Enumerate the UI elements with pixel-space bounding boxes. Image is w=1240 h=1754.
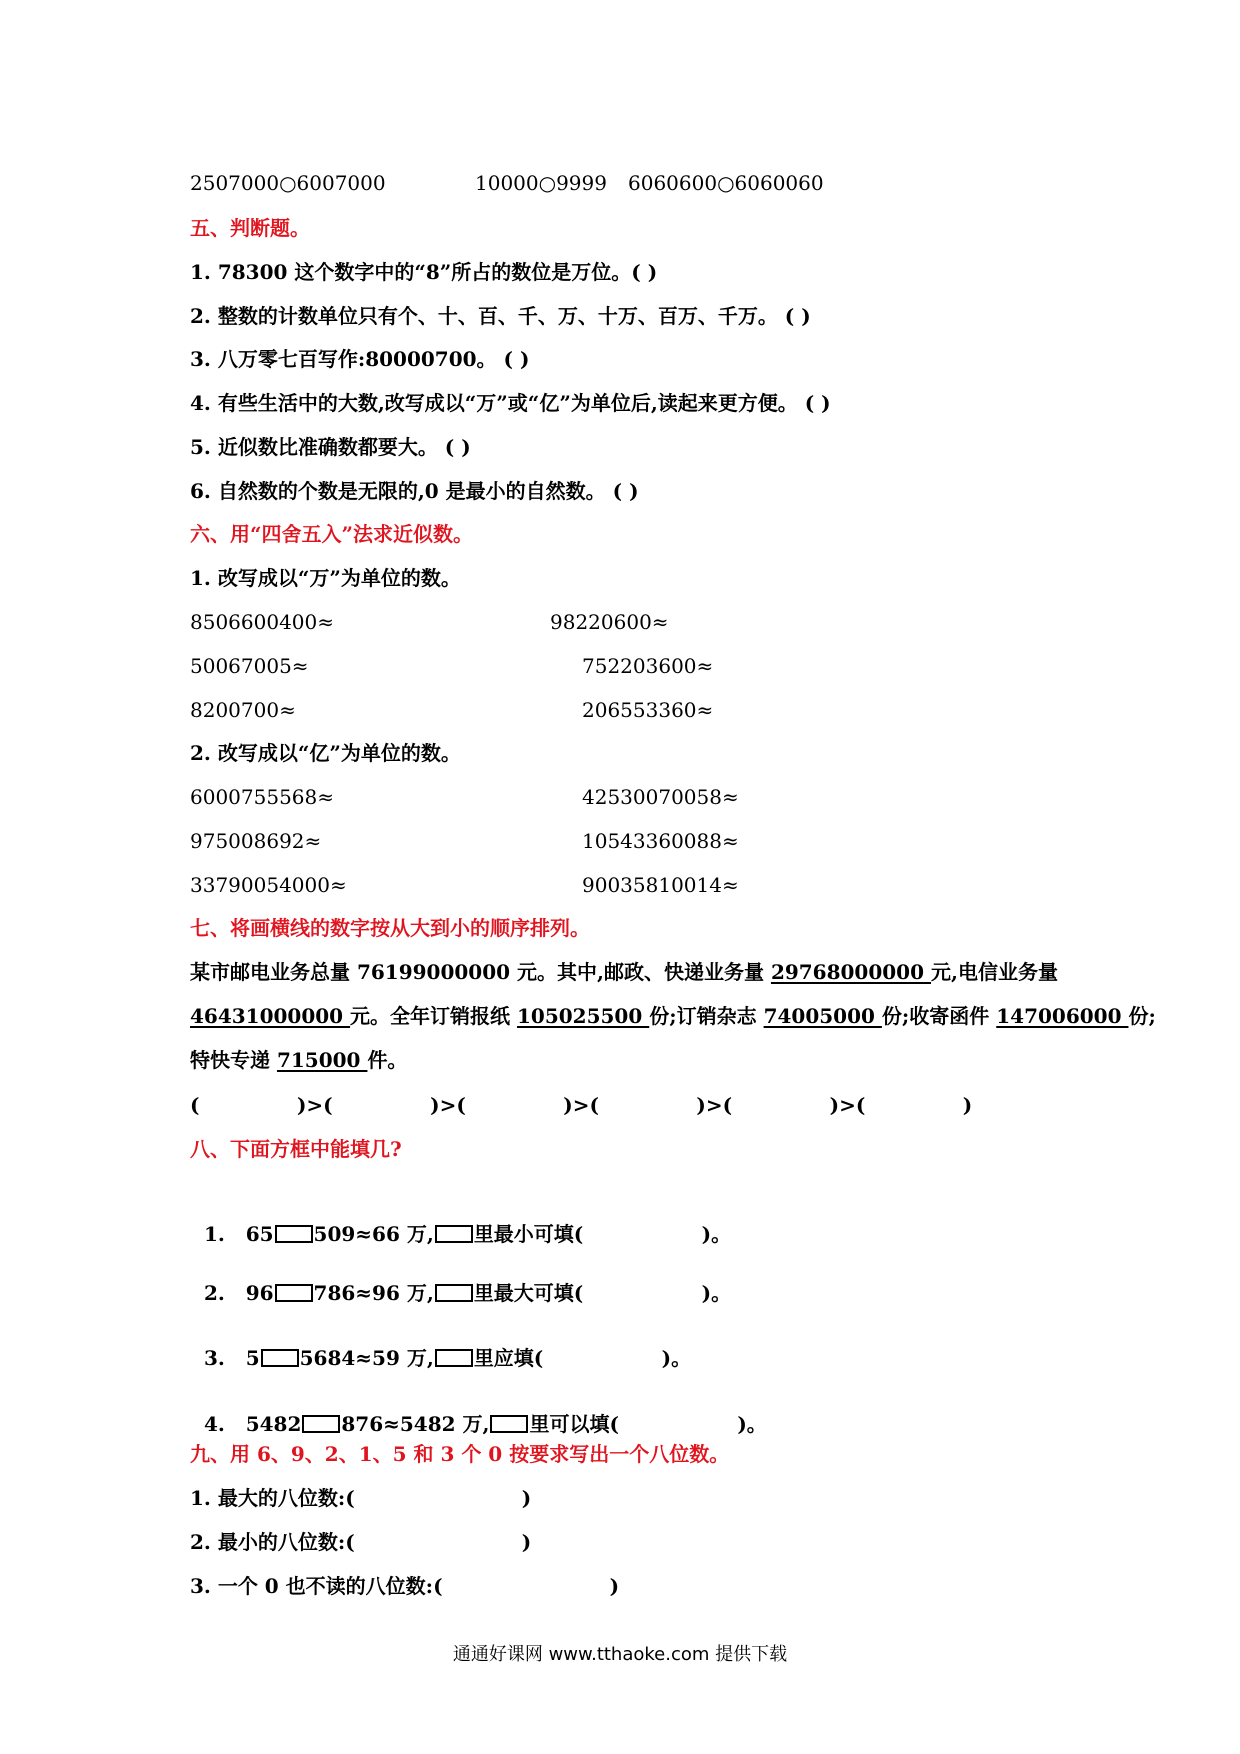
s8-text: 里最小可填( )。 xyxy=(473,1222,732,1246)
s8-text: 里可以填( )。 xyxy=(529,1412,767,1436)
s8-item-1 xyxy=(190,1195,731,1247)
s8-text: 876≈5482 万, xyxy=(341,1412,490,1436)
blank-box xyxy=(490,1415,528,1433)
s7-text: 件。 xyxy=(367,1048,408,1072)
s5-item-5: 5. 近似数比准确数都要大。 ( ) xyxy=(190,435,471,459)
s5-item-6: 6. 自然数的个数是无限的,0 是最小的自然数。 ( ) xyxy=(190,479,639,503)
compare-b: 10000○9999 xyxy=(475,171,607,195)
s9-item-2: 2. 最小的八位数:( ) xyxy=(190,1530,532,1554)
s8-text: 里最大可填( )。 xyxy=(473,1281,732,1305)
s7-paragraph-line-2 xyxy=(190,1003,1156,1029)
s8-item-4 xyxy=(190,1385,767,1437)
s7-text: 份;收寄函件 xyxy=(881,1004,997,1028)
s8-item-3 xyxy=(190,1319,691,1371)
s6-sub-2: 2. 改写成以“亿”为单位的数。 xyxy=(190,741,461,765)
blank-box xyxy=(435,1284,473,1302)
s8-item-2 xyxy=(190,1254,731,1306)
s8-text: 4. 5482 xyxy=(203,1412,302,1436)
s7-order-blanks: ( )>( )>( )>( )>( )>( ) xyxy=(190,1093,973,1117)
s7-text: 份;订销杂志 xyxy=(649,1004,764,1028)
yi-1a: 6000755568≈ xyxy=(190,785,335,809)
yi-3b: 90035810014≈ xyxy=(582,873,739,897)
yi-3a: 33790054000≈ xyxy=(190,873,347,897)
underlined-number: 74005000 xyxy=(763,1004,882,1028)
s5-item-4: 4. 有些生活中的大数,改写成以“万”或“亿”为单位后,读起来更方便。 ( ) xyxy=(190,391,831,415)
blank-box xyxy=(275,1225,313,1243)
s8-text: 里应填( )。 xyxy=(473,1346,692,1370)
underlined-number: 29768000000 xyxy=(770,960,931,984)
underlined-number: 105025500 xyxy=(517,1004,650,1028)
s7-paragraph-line-1 xyxy=(190,959,1058,985)
underlined-number: 715000 xyxy=(276,1048,368,1072)
section-8-title: 八、下面方框中能填几? xyxy=(190,1137,402,1161)
s5-item-3: 3. 八万零七百写作:80000700。 ( ) xyxy=(190,347,530,371)
compare-a: 2507000○6007000 xyxy=(190,171,386,195)
blank-box xyxy=(302,1415,340,1433)
s7-paragraph-line-3 xyxy=(190,1047,407,1073)
wan-3b: 206553360≈ xyxy=(582,698,714,722)
s8-text: 509≈66 万, xyxy=(313,1222,434,1246)
s8-text: 786≈96 万, xyxy=(313,1281,434,1305)
s5-item-1: 1. 78300 这个数字中的“8”所占的数位是万位。( ) xyxy=(190,260,658,284)
s8-text: 3. 5 xyxy=(203,1346,260,1370)
s7-text: 元,电信业务量 xyxy=(930,960,1058,984)
s6-sub-1: 1. 改写成以“万”为单位的数。 xyxy=(190,566,461,590)
blank-box xyxy=(435,1349,473,1367)
s8-text: 1. 65 xyxy=(203,1222,274,1246)
wan-2b: 752203600≈ xyxy=(582,654,714,678)
section-6-title: 六、用“四舍五入”法求近似数。 xyxy=(190,522,474,546)
wan-3a: 8200700≈ xyxy=(190,698,296,722)
underlined-number: 147006000 xyxy=(996,1004,1129,1028)
s7-text: 份; xyxy=(1128,1004,1156,1028)
section-9-title: 九、用 6、9、2、1、5 和 3 个 0 按要求写出一个八位数。 xyxy=(190,1442,730,1466)
s5-item-2: 2. 整数的计数单位只有个、十、百、千、万、十万、百万、千万。 ( ) xyxy=(190,304,811,328)
s8-text: 5684≈59 万, xyxy=(299,1346,434,1370)
section-5-title: 五、判断题。 xyxy=(190,216,310,240)
blank-box xyxy=(435,1225,473,1243)
underlined-number: 46431000000 xyxy=(190,1004,351,1028)
blank-box xyxy=(261,1349,299,1367)
yi-2a: 975008692≈ xyxy=(190,829,322,853)
compare-c: 6060600○6060060 xyxy=(628,171,824,195)
footer-source: 通通好课网 www.tthaoke.com 提供下载 xyxy=(452,1644,788,1665)
s8-text: 2. 96 xyxy=(203,1281,274,1305)
wan-1b: 98220600≈ xyxy=(550,610,669,634)
blank-box xyxy=(275,1284,313,1302)
s9-item-1: 1. 最大的八位数:( ) xyxy=(190,1486,532,1510)
s7-text: 元。全年订销报纸 xyxy=(350,1004,518,1028)
wan-2a: 50067005≈ xyxy=(190,654,309,678)
s7-text: 某市邮电业务总量 76199000000 元。其中,邮政、快递业务量 xyxy=(190,960,771,984)
s9-item-3: 3. 一个 0 也不读的八位数:( ) xyxy=(190,1574,620,1598)
s7-text: 特快专递 xyxy=(190,1048,277,1072)
section-7-title: 七、将画横线的数字按从大到小的顺序排列。 xyxy=(190,916,590,940)
wan-1a: 8506600400≈ xyxy=(190,610,335,634)
yi-1b: 42530070058≈ xyxy=(582,785,739,809)
yi-2b: 10543360088≈ xyxy=(582,829,739,853)
